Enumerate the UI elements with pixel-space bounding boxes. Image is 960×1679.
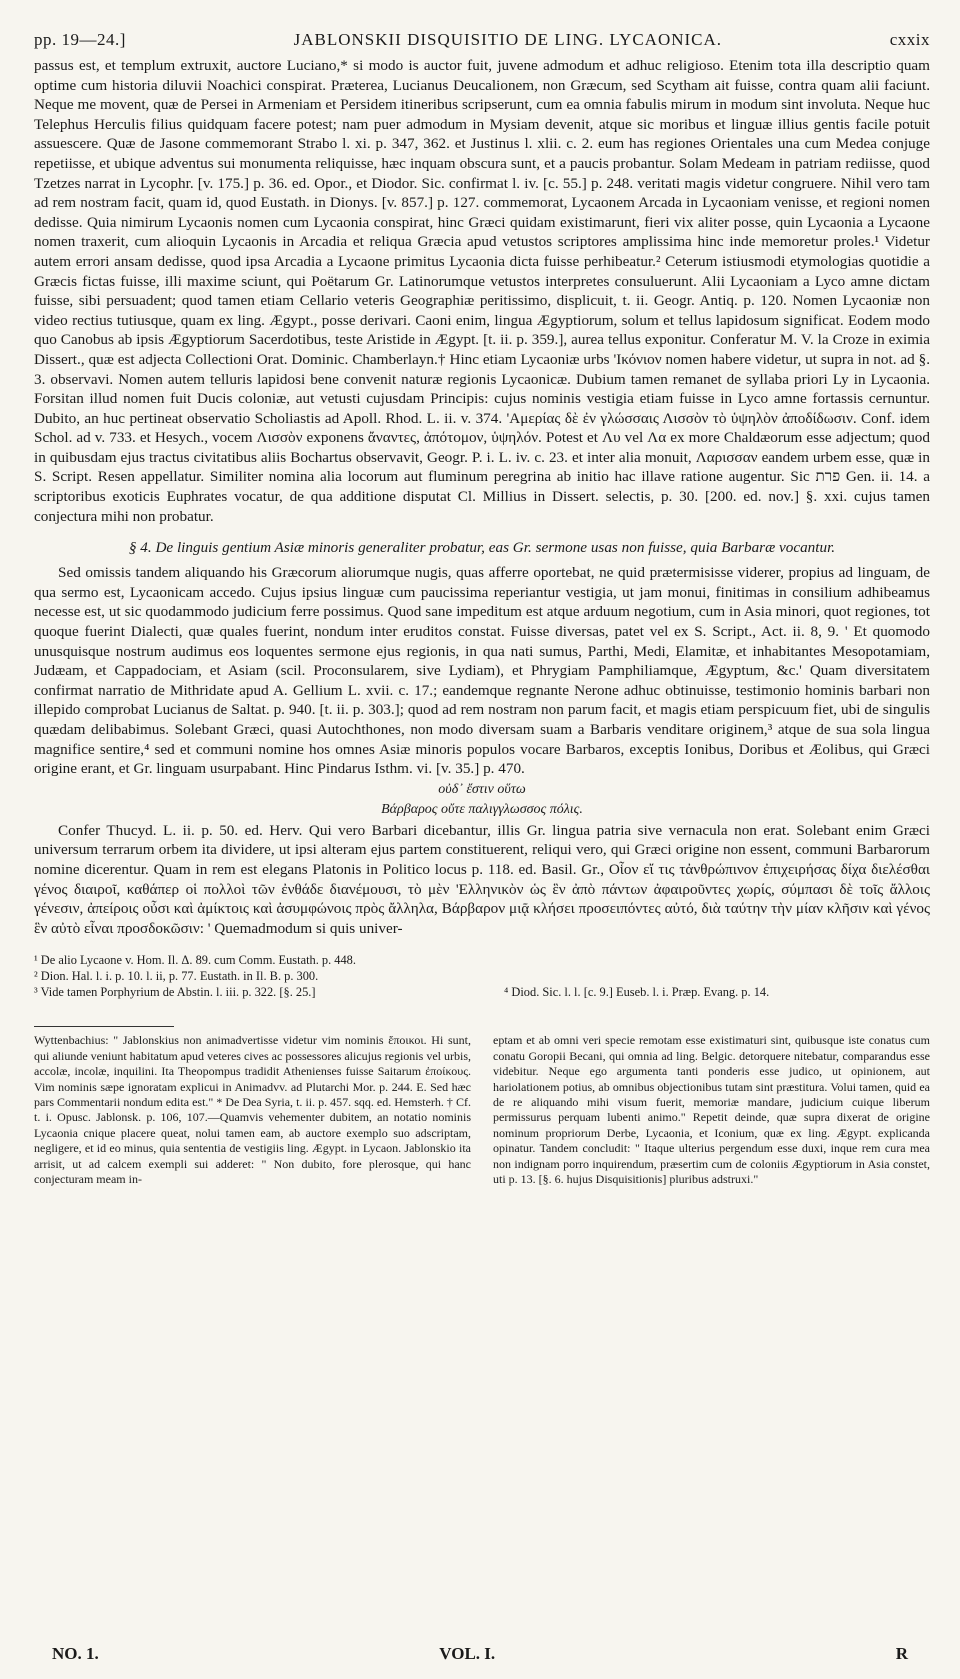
footnote: ⁴ Diod. Sic. l. l. [c. 9.] Euseb. l. i. Præp. Evang. p. 14. — [504, 985, 770, 1000]
paragraph: Confer Thucyd. L. ii. p. 50. ed. Herv. Qui vero Barbari dicebantur, illis Gr. lingua patria sive vernacula non erat. Solebant enim Græci universum terrarum orbem ita dividere, ut ipsi alteram ejus partem constituerent, reliqui vero, qui Græci origine non essent, communi Barbarorum nomine dicerentur. Quam in rem est elegans Platonis in Politico locus p. 118. ed. Basil. Gr., Οἷον εἴ τις τἀνθρώπινον ἐπιχειρήσας δίχα διελέσθαι γένος διαιροῖ, καθάπερ οἱ πολλοὶ τῶν ἐνθάδε διανέμουσι, τὸ μὲν 'Ελληνικὸν ὡς ἓν ἀπὸ πάντων ἀφαιροῦντες χωρίς, σύμπασι δὲ τοῖς ἄλλοις γένεσιν, ἀπείροις οὖσι καὶ ἀμίκτοις καὶ ἀσυμφώνοις πρὸς ἄλληλα, Βάρβαρον μιᾷ κλήσει προσειπόντες αὐτό, διὰ ταύτην τὴν μίαν κλῆσιν καὶ γένος ἓν αὐτὸ εἶναι προσδοκῶσιν: ' Quemadmodum si quis univer- — [34, 821, 930, 937]
paragraph: passus est, et templum extruxit, auctore Luciano,* si modo is auctor fuit, juvene admodum et adhuc religioso. Etenim tota illa descriptio quam optime cum historia diluvii Noachici conspirat. Præterea, Lucianus Deucalionem, non Græcum, sed Scytham ait fuisse, contra quam alii faciunt. Neque me movent, quæ de Persei in Armeniam et Persidem itineribus scripserunt, cum ea omnia fabulis mirum in modum sint involuta. Neque huc Telephus Herculis filius quidquam facere potest; nam puer admodum in Mysiam devenit, atque sic moribus et linguæ illius gentis facile potuit assuescere. Quæ de Jasone commemorant Strabo l. xi. p. 347, 362. et Justinus l. xlii. c. 2. eum has regiones Orientales una cum Medea conjuge repetiisse, et ubique adventus sui monumenta reliquisse, hæc inquam obscura sunt, et a paucis probantur. Solam Medeam in patriam rediisse, quod Tzetzes narrat in Lycophr. [v. 175.] p. 36. ed. Opor., et Diodor. Sic. confirmat l. iv. [c. 55.] p. 248. veritati magis videtur congruere. Nihil vero tam ad rem nostram facit, quam id, quod Eustath. in Dionys. [v. 857.] p. 127. commemorat, Lycaonem Arcada in Lycaoniam venisse, et regioni nomen dedisse. Quia nimirum Lycaonis nomen cum Lycaonia conspirat, hinc Græci quidam existimarunt, fieri vix aliter posse, quin Lycaonia a Lycaone nomen traxerit, cum alioquin Lycaonis in Arcadia et reliqua Græcia apud vetustos scriptores amplissima hinc inde memoretur proles.¹ Videtur autem errori ansam dedisse, quod ipsa Arcadia a Lycaone primitus Lycaonia dicta fuisse perhibeatur.² Ceterum istiusmodi etymologias quotidie a Græcis fictas fuisse, illi maxime sciunt, qui Poëtarum Gr. Latinorumque vetustos interpretes consuluerunt. Alii Lycaoniam a Lyco amne dictam fuisse, sibi persuadent; quod tamen etiam Cellario veteris Geographiæ peritissimo, displicuit, t. ii. Geogr. Antiq. p. 120. Nomen Lycaoniæ non video rectius tutiusque, quam ex ling. Ægypt., posse derivari. Caoni enim, lingua Ægyptiorum, solum et tellus lapidosum significat. Eodem modo quo Canobus ab ipsis Ægyptiorum Sacerdotibus, teste Aristide in Ægypt. [t. ii. p. 359.], aurea tellus exponitur. Conferatur M. V. la Croze in eximia Dissert., quæ est adjecta Collectioni Orat. Dominic. Chamberlayn.† Hinc etiam Lycaoniæ urbs 'Ικόνιον nomen habere videtur, ut supra in not. ad §. 3. observavi. Nomen autem telluris lapidosi bene convenit naturæ regionis Lycaonicæ. Dubium tamen remanet de syllaba priori Ly in Lycaonia. Forsitan illud nomen fuit Ducis coloniæ, aut vetusti cujusdam Principis: cujus nominis vestigia etiam fuisse in Lyco amne fortassis cernuntur. Dubito, an huc pertineat observatio Scholiastis ad Apoll. Rhod. L. ii. v. 374. 'Αμερίας δὲ ἐν γλώσσαις Λισσὸν τὸ ὑψηλὸν ἀποδίδωσιν. Conf. idem Schol. ad v. 733. et Hesych., vocem Λισσὸν exponens ἄναντες, ἀπότομον, ὑψηλόν. Potest et Λυ vel Λα ex more Chaldæorum esse adjectum; quod in quibusdam ejus tractus civitatibus aliis Bochartus observavit, Geogr. P. i. L. iv. c. 23. et inter alia monuit, Λαρισσαν eandem urbem esse, quæ in S. Script. Resen appellatur. Similiter nomina alia locorum aut fluminum peregrina ab initio hac illave ratione augentur. Sic פרת Gen. ii. 14. a scriptoribus exoticis Euphrates vocatur, de qua additione disputat Cl. Millius in Dissert. selectis, p. 30. [200. ed. nov.] §. xxi. cujus tamen conjectura mihi non probatur. — [34, 57, 930, 525]
running-head — [34, 30, 930, 50]
verse-line: οὐδ᾽ ἔστιν οὕτω — [438, 781, 526, 797]
main-text — [34, 56, 930, 938]
running-title: JABLONSKII DISQUISITIO DE LING. LYCAONICA. — [293, 30, 723, 49]
volume-number: VOL. I. — [439, 1644, 496, 1663]
footnote: ³ Vide tamen Porphyrium de Abstin. l. iii. p. 322. [§. 25.] — [34, 985, 316, 1000]
footnotes — [34, 952, 930, 1014]
signature-footer — [52, 1644, 908, 1664]
issue-number: NO. 1. — [52, 1644, 99, 1663]
editorial-right-column: eptam et ab omni veri specie remotam esse existimaturi sint, quibusque iste conatus cum conatu Goropii Becani, qui omnia ad ling. Belgic. detorquere nitebatur, comparandus esse videbitur. Neque ego argumenta tanti ponderis esse judico, ut opinionem, aut hariolationem potius, ab omnibus objectionibus tutam sint præstitura. Volui tamen, quid ea de re aliquando mihi visum fuerit, memoriæ mandare, judicium cuique liberum permissurus perquam lubenti animo." Repetit deinde, quæ supra dixerat de origine nominum propriorum Derbe, Lycaonia, et Iconium, quæ ex ling. Ægypt. explicanda opinatur. Tandem concludit: " Itaque ulterius pergendum esse duxi, inque rem cura mea non indignam porro inquirendum, præsertim cum de coloniis Ægyptiorum in Asia constet, uti p. 13. [§. 6. hujus Disquisitionis] pluribus adstruxi." — [493, 1033, 930, 1186]
footnote: ² Dion. Hal. l. i. p. 10. l. ii, p. 77. Eustath. in Il. B. p. 300. — [34, 969, 319, 984]
editorial-left-column: Wyttenbachius: " Jablonskius non animadvertisse videtur vim nominis ἔποικοι. Hi sunt, qui aliunde veniunt habitatum apud veteres cives ac possessores alicujus regionis vel urbis, accolæ, incolæ, inquilini. Ita Theopompus tradidit Athenienses fuisse Saitarum ἐποίκους. Vim nominis sæpe ignoratam explicui in Animadvv. ad Plutarchi Mor. p. 244. E. Sed hæc pars Commentarii nondum edita est." * De Dea Syria, t. ii. p. 457. sqq. ed. Hemsterh. † Cf. t. i. Opusc. Jablonsk. p. 106, 107.—Quamvis vehementer dubitem, an notatio nominis Lycaonia cnique placere queat, nolui tamen eam, ab auctore exemplo suo adscriptam, negligere, et id eo minus, quia sententia de vestigiis ling. Ægypt. in Lycaon. Jablonskio ita arrisit, ut ad calcem exempli sui adderet: " Non dubito, fore plerosque, qui hanc conjecturam meam in- — [34, 1033, 471, 1186]
editorial-notes — [34, 1033, 930, 1187]
page-range: pp. 19—24.] — [34, 30, 126, 49]
document-page — [34, 30, 930, 1187]
folio-number: cxxix — [889, 30, 930, 49]
signature-mark: R — [895, 1644, 908, 1663]
verse-line: Βάρβαρος οὔτε παλιγγλωσσος πόλις. — [381, 801, 583, 817]
footnote: ¹ De alio Lycaone v. Hom. Il. Δ. 89. cum Comm. Eustath. p. 448. — [34, 953, 356, 968]
section-heading: § 4. De linguis gentium Asiæ minoris generaliter probatur, eas Gr. sermone usas non fuisse, quia Barbaræ vocantur. — [128, 539, 836, 557]
paragraph: Sed omissis tandem aliquando his Græcorum aliorumque nugis, quas afferre oportebat, ne quid prætermisisse viderer, propius ad linguam, de qua sermo est, Lycaonicam accedo. Cujus ipsius linguæ cum paucissima reperiantur vestigia, ut jam monui, finitimas in consilium adhibeamus necesse est, ut sic quodammodo judicium ferre possimus. Quod sane impeditum est atque arduum negotium, cum in Asia minori, quot regiones, tot quoque fuerint Dialecti, quæ quales fuerint, nondum inter eruditos constat. Fuisse diversas, patet vel ex S. Script., Act. ii. 8, 9. ' Et quomodo unusquisque nostrum audimus eos loquentes sermone ejus regionis, in qua nati sumus, Parthi, Medi, Elamitæ, et inhabitantes Mesopotamiam, Judæam, et Cappadociam, et Asiam (scil. Proconsularem, sive Lydiam), et Phrygiam Pamphiliamque, Ægyptum, &c.' Quam diversitatem confirmat narratio de Mithridate apud A. Gellium L. xvii. c. 17.; eandemque regnante Nerone adhuc obtinuisse, testimonio hominis barbari non illepido comprobat Lucianus de Saltat. p. 940. [t. ii. p. 303.]; quod ad rem nostram non parum facit, et magis etiam perspicuum fiet, ubi de singulis quædam delibabimus. Solebant Græci, quasi Autochthones, non modo diversam suam a Barbaris venditare originem,³ atque de sua sola lingua magnifice sentire,⁴ sed et communi nomine hos omnes Asiæ minoris populos vocare Barbaros, exceptis Ionibus, Doribus et Æolibus, qui Græci origine erant, et Gr. linguam usurpabant. Hinc Pindarus Isthm. vi. [v. 35.] p. 470. — [34, 564, 930, 778]
divider — [34, 1026, 174, 1027]
